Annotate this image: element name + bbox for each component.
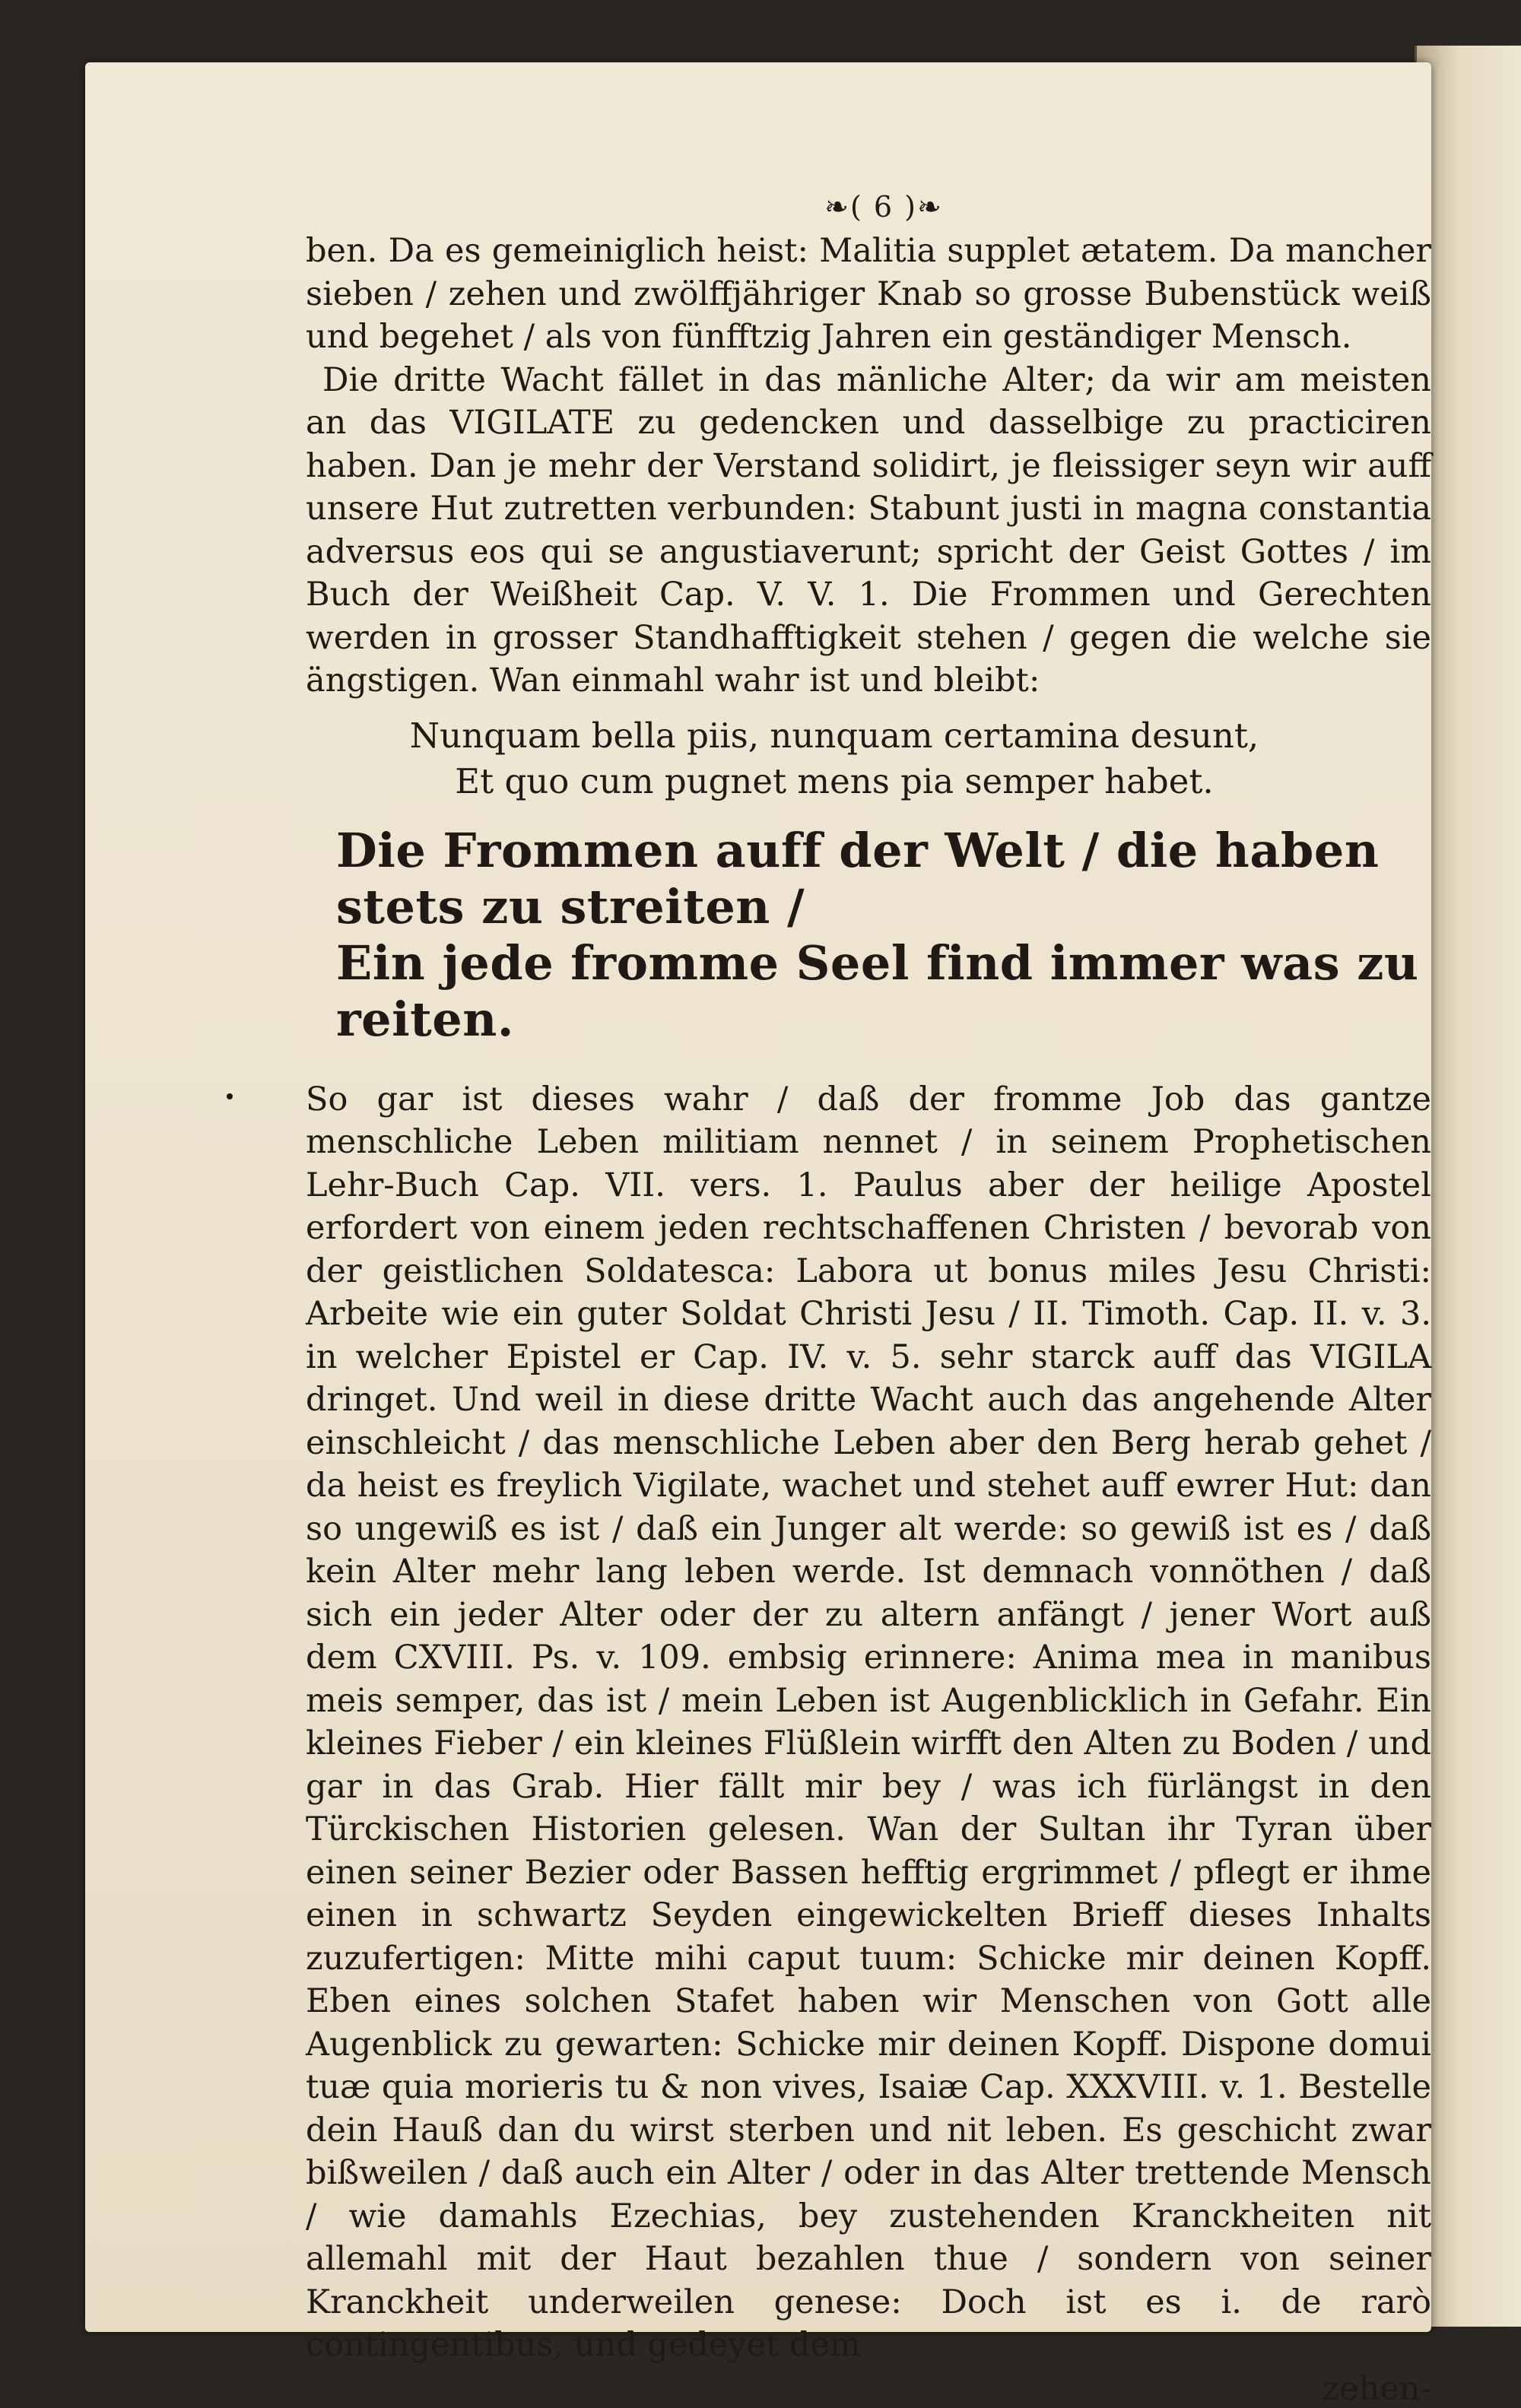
latin-verse [306,713,1431,804]
catchword: zehen- [1322,2369,1431,2408]
verse-line-1: Nunquam bella piis, nunquam certamina desunt, [409,715,1259,756]
page-content [306,190,1431,2408]
paragraph-3: So gar ist dieses wahr / daß der fromme Job das gantze menschliche Leben militiam nennet / in seinem Prophetischen Lehr-Buch Cap. VII. vers. 1. Paulus aber der heilige Apostel erfordert von einem jeden rechtschaffenen Christen / bevorab von der geistlichen Soldatesca: Labora ut bonus miles Jesu Christi: Arbeite wie ein guter Soldat Christi Jesu / II. Timoth. Cap. II. v. 3. in welcher Epistel er Cap. IV. v. 5. sehr starck auff das VIGILA dringet. Und weil in diese dritte Wacht auch das angehende Alter einschleicht / das menschliche Leben aber den Berg herab gehet / da heist es freylich Vigilate, wachet und stehet auff ewrer Hut: dan so ungewiß es ist / daß ein Junger alt werde: so gewiß ist es / daß kein Alter mehr lang leben werde. Ist demnach vonnöthen / daß sich ein jeder Alter oder der zu altern anfängt / jener Wort auß dem CXVIII. Ps. v. 109. embsig erinnere: Anima mea in manibus meis semper, das ist / mein Leben ist Augenblicklich in Gefahr. Ein kleines Fieber / ein kleines Flüßlein wirfft den Alten zu Boden / und gar in das Grab. Hier fällt mir bey / was ich fürlängst in den Türckischen Historien gelesen. Wan der Sultan ihr Tyran über einen seiner Bezier oder Bassen hefftig ergrimmet / pflegt er ihme einen in schwartz Seyden eingewickelten Brieff dieses Inhalts zuzufertigen: Mitte mihi caput tuum: Schicke mir deinen Kopff. Eben eines solchen Stafet haben wir Menschen von Gott alle Augenblick zu gewarten: Schicke mir deinen Kopff. Dispone domui tuæ quia morieris tu & non vives, Isaiæ Cap. XXXVIII. v. 1. Bestelle dein Hauß dan du wirst sterben und nit leben. Es geschicht zwar bißweilen / daß auch ein Alter / oder in das Alter trettende Mensch / wie damahls Ezechias, bey zustehenden Kranckheiten nit allemahl mit der Haut bezahlen thue / sondern von seiner Kranckheit underweilen genese: Doch ist es i. de rarò contingentibus, und gedeyet dem [306,1080,1431,2364]
heading-line-2: Ein jede fromme Seel find immer was zu reiten. [336,934,1419,1047]
verse-line-2: Et quo cum pugnet mens pia semper habet. [455,760,1214,801]
heading-line-1: Die Frommen auff der Welt / die haben stets zu streiten / [336,822,1380,934]
page-number: ❧( 6 )❧ [824,190,943,224]
paragraph-1: ben. Da es gemeiniglich heist: Malitia supplet ætatem. Da mancher sieben / zehen und zwölffjähriger Knab so grosse Bubenstück weiß und begehet / als von fünfftzig Jahren ein geständiger Mensch. [306,232,1431,356]
margin-mark [227,1093,233,1099]
german-verse-heading [336,823,1431,1048]
paragraph-2: Die dritte Wacht fället in das mänliche Alter; da wir am meisten an das VIGILATE zu gedencken und dasselbige zu practiciren haben. Dan je mehr der Verstand solidirt, je fleissiger seyn wir auff unsere Hut zutretten verbunden: Stabunt justi in magna constantia adversus eos qui se angustiaverunt; spricht der Geist Gottes / im Buch der Weißheit Cap. V. V. 1. Die Frommen und Gerechten werden in grosser Standhafftigkeit stehen / gegen die welche sie ängstigen. Wan einmahl wahr ist und bleibt: [306,360,1431,700]
book-page [85,62,1431,2408]
